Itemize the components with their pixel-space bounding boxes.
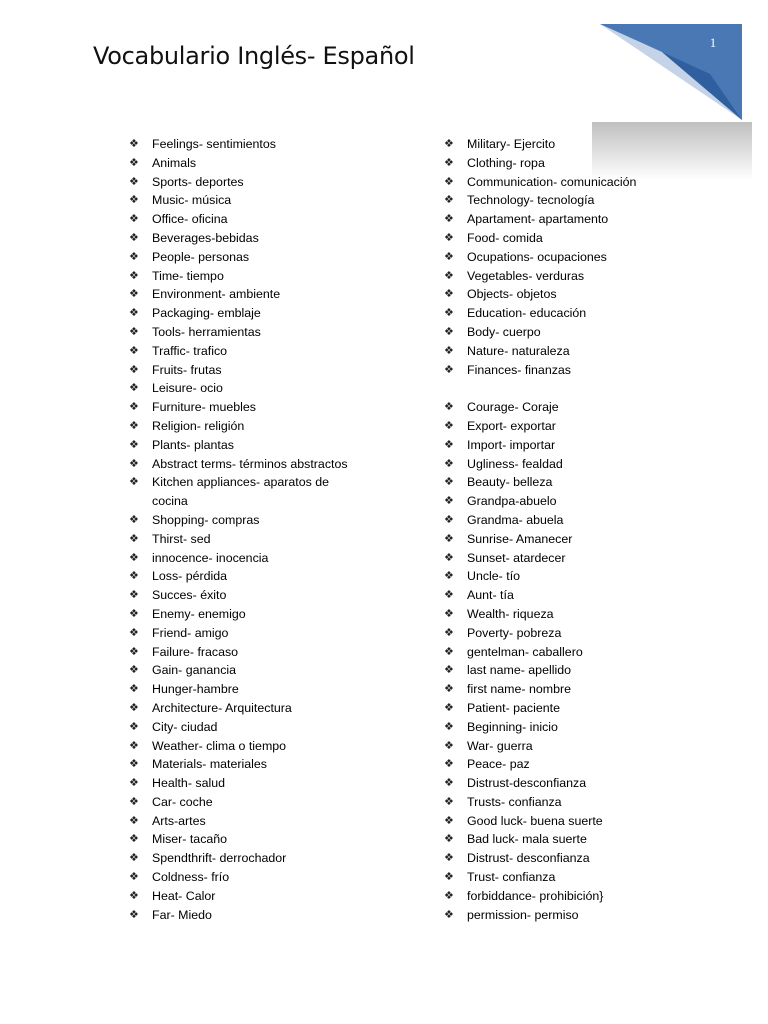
bullet-icon: ❖ [444,512,454,526]
vocab-text: Materials- materiales [152,757,267,772]
vocab-item [444,473,684,492]
vocab-text: Trust- confianza [467,870,556,885]
bullet-icon: ❖ [444,306,454,320]
bullet-icon: ❖ [129,437,139,451]
bullet-icon: ❖ [444,268,454,282]
bullet-icon: ❖ [129,475,139,489]
vocab-text: War- guerra [467,738,533,753]
left-vocabulary-list [129,135,419,924]
bullet-icon: ❖ [444,230,454,244]
vocab-text: Distrust-desconfianza [467,776,587,791]
vocab-item [444,304,684,323]
bullet-icon: ❖ [129,249,139,263]
bullet-icon: ❖ [129,381,139,395]
bullet-icon: ❖ [444,456,454,470]
vocab-item [129,567,419,586]
vocab-item [444,135,684,154]
vocab-item [444,530,684,549]
vocab-item [129,887,419,906]
vocab-text: first name- nombre [467,682,571,697]
vocab-text: Hunger-hambre [152,682,239,697]
bullet-icon: ❖ [444,907,454,921]
bullet-icon: ❖ [129,569,139,583]
bullet-icon: ❖ [444,776,454,790]
vocab-item [129,680,419,699]
vocab-item [129,154,419,173]
bullet-icon: ❖ [129,813,139,827]
vocab-text: Ugliness- fealdad [467,456,563,471]
vocab-text: Technology- tecnología [467,193,595,208]
vocab-text: Spendthrift- derrochador [152,851,287,866]
bullet-icon: ❖ [129,362,139,376]
bullet-icon: ❖ [129,606,139,620]
bullet-icon: ❖ [444,625,454,639]
vocab-text: Vegetables- verduras [467,268,585,283]
vocab-item [129,304,419,323]
vocab-text: Kitchen appliances- aparatos de cocina [152,475,330,509]
bullet-icon: ❖ [444,851,454,865]
vocab-item [444,248,684,267]
bullet-icon: ❖ [129,193,139,207]
bullet-icon: ❖ [444,324,454,338]
vocab-text: Far- Miedo [152,907,212,922]
bullet-icon: ❖ [129,870,139,884]
bullet-icon: ❖ [129,776,139,790]
bullet-icon: ❖ [129,324,139,338]
vocab-item [129,830,419,849]
vocab-item [444,154,684,173]
vocab-text: Leisure- ocio [152,381,223,396]
vocab-item [444,906,684,925]
vocab-item [129,643,419,662]
vocab-text: Nature- naturaleza [467,343,570,358]
bullet-icon: ❖ [129,700,139,714]
vocab-item [444,323,684,342]
vocab-text: Tools- herramientas [152,324,261,339]
vocab-item [129,849,419,868]
vocab-text: Peace- paz [467,757,530,772]
vocab-text: Loss- pérdida [152,569,228,584]
vocab-item [129,812,419,831]
bullet-icon: ❖ [444,644,454,658]
vocab-text: Ocupations- ocupaciones [467,249,607,264]
bullet-icon: ❖ [444,606,454,620]
vocab-text: Architecture- Arquitectura [152,700,292,715]
bullet-icon: ❖ [444,813,454,827]
bullet-icon: ❖ [129,456,139,470]
vocab-text: Sunset- atardecer [467,550,566,565]
vocab-item [444,417,684,436]
bullet-icon: ❖ [444,700,454,714]
vocab-text: Arts-artes [152,813,206,828]
vocab-text: Uncle- tío [467,569,521,584]
vocab-text: Music- música [152,193,232,208]
vocab-text: Weather- clima o tiempo [152,738,287,753]
bullet-icon: ❖ [129,738,139,752]
bullet-icon: ❖ [444,832,454,846]
bullet-icon: ❖ [129,682,139,696]
vocab-text: forbiddance- prohibición} [467,888,604,903]
vocab-item [444,361,684,380]
vocab-item [444,210,684,229]
bullet-icon: ❖ [444,400,454,414]
vocab-item [129,173,419,192]
vocab-text: Import- importar [467,437,556,452]
bullet-icon: ❖ [129,418,139,432]
bullet-icon: ❖ [444,155,454,169]
vocab-text: last name- apellido [467,663,572,678]
bullet-icon: ❖ [129,137,139,150]
vocab-item [444,624,684,643]
vocab-text: Clothing- ropa [467,155,545,170]
vocab-text: Failure- fracaso [152,644,239,659]
bullet-icon: ❖ [444,212,454,226]
vocab-item [444,342,684,361]
vocab-text: Time- tiempo [152,268,224,283]
vocab-item [129,511,419,530]
vocab-text: Sunrise- Amanecer [467,531,573,546]
vocab-item [129,718,419,737]
vocab-text: Heat- Calor [152,888,216,903]
bullet-icon: ❖ [129,832,139,846]
bullet-icon: ❖ [444,682,454,696]
vocab-item [444,661,684,680]
vocab-spacer [444,379,684,398]
vocab-item [129,455,419,474]
vocab-text: Body- cuerpo [467,324,541,339]
vocab-text: Coldness- frío [152,870,230,885]
bullet-icon: ❖ [129,343,139,357]
bullet-icon: ❖ [129,888,139,902]
bullet-icon: ❖ [129,550,139,564]
vocab-item [129,605,419,624]
vocab-item [444,605,684,624]
vocab-item [129,285,419,304]
vocab-item [129,436,419,455]
page-title: Vocabulario Inglés- Español [93,42,415,70]
vocab-item [129,342,419,361]
vocab-item [444,718,684,737]
vocab-text: Packaging- emblaje [152,306,261,321]
vocab-item [129,549,419,568]
vocab-text: Objects- objetos [467,287,557,302]
vocab-text: gentelman- caballero [467,644,583,659]
vocab-item [129,661,419,680]
vocab-item [444,643,684,662]
vocab-item [444,549,684,568]
bullet-icon: ❖ [444,362,454,376]
vocab-text: Courage- Coraje [467,400,559,415]
bullet-icon: ❖ [444,663,454,677]
vocab-text: Bad luck- mala suerte [467,832,587,847]
bullet-icon: ❖ [129,212,139,226]
bullet-icon: ❖ [444,719,454,733]
vocab-item [129,361,419,380]
vocab-text: Car- coche [152,794,213,809]
vocab-text: Plants- plantas [152,437,234,452]
bullet-icon: ❖ [444,569,454,583]
vocab-item [444,755,684,774]
vocab-item [444,849,684,868]
vocab-text: Sports- deportes [152,174,244,189]
vocab-item [129,267,419,286]
bullet-icon: ❖ [444,738,454,752]
vocab-text: Miser- tacaño [152,832,228,847]
vocab-item [129,398,419,417]
bullet-icon: ❖ [129,794,139,808]
bullet-icon: ❖ [129,719,139,733]
vocab-item [444,511,684,530]
bullet-icon: ❖ [444,870,454,884]
vocab-text: Gain- ganancia [152,663,237,678]
bullet-icon: ❖ [444,531,454,545]
bullet-icon: ❖ [129,287,139,301]
vocab-item [129,774,419,793]
vocab-text: Grandpa-abuelo [467,494,557,509]
bullet-icon: ❖ [444,475,454,489]
vocab-text: Beginning- inicio [467,719,558,734]
vocab-text: Patient- paciente [467,700,560,715]
bullet-icon: ❖ [444,249,454,263]
vocab-item [444,830,684,849]
vocab-item [129,229,419,248]
page-number: 1 [709,35,717,50]
vocab-text: Trusts- confianza [467,794,562,809]
vocab-item [129,191,419,210]
vocab-item [444,793,684,812]
vocab-item [444,229,684,248]
bullet-icon: ❖ [129,907,139,921]
vocab-text: Feelings- sentimientos [152,137,276,151]
bullet-icon: ❖ [444,757,454,771]
vocab-item [129,793,419,812]
vocab-text: Education- educación [467,306,587,321]
bullet-icon: ❖ [444,588,454,602]
vocab-text: Succes- éxito [152,588,227,603]
vocab-item [444,887,684,906]
vocab-item [129,417,419,436]
bullet-icon: ❖ [129,663,139,677]
vocab-text: Military- Ejercito [467,137,556,151]
bullet-icon: ❖ [129,625,139,639]
bullet-icon: ❖ [444,888,454,902]
bullet-icon: ❖ [129,268,139,282]
vocab-item [129,530,419,549]
vocab-item [129,906,419,925]
vocab-text: Animals [152,155,197,170]
bullet-icon: ❖ [129,230,139,244]
vocab-text: Thirst- sed [152,531,211,546]
vocab-item [129,135,419,154]
vocab-text: Environment- ambiente [152,287,281,302]
vocab-item [129,699,419,718]
vocab-item [444,455,684,474]
bullet-icon: ❖ [444,193,454,207]
vocab-text: Furniture- muebles [152,400,256,415]
vocab-item [444,868,684,887]
vocab-text: Friend- amigo [152,625,229,640]
vocab-item [129,586,419,605]
vocab-text: innocence- inocencia [152,550,269,565]
bullet-icon: ❖ [129,531,139,545]
vocab-item [444,680,684,699]
vocab-text: Abstract terms- términos abstractos [152,456,348,471]
bullet-icon: ❖ [129,851,139,865]
vocab-item [444,436,684,455]
vocab-text: City- ciudad [152,719,218,734]
bullet-icon: ❖ [444,550,454,564]
vocab-text: Enemy- enemigo [152,606,246,621]
vocab-item [129,755,419,774]
bullet-icon: ❖ [129,174,139,188]
right-vocabulary-list [444,135,684,924]
vocab-item [444,812,684,831]
vocab-item [444,267,684,286]
vocab-text: Aunt- tía [467,588,514,603]
vocab-item [129,248,419,267]
bullet-icon: ❖ [129,757,139,771]
vocab-text: Health- salud [152,776,226,791]
vocab-item [444,398,684,417]
vocab-item [129,868,419,887]
bullet-icon: ❖ [444,494,454,508]
bullet-icon: ❖ [129,644,139,658]
vocab-text: People- personas [152,249,250,264]
vocab-item [129,323,419,342]
vocab-text: Poverty- pobreza [467,625,562,640]
vocab-item [129,624,419,643]
vocab-item [129,473,362,511]
vocab-item [444,285,684,304]
vocab-item [444,191,684,210]
vocab-text: Shopping- compras [152,512,260,527]
vocab-text: Distrust- desconfianza [467,851,590,866]
vocab-item [444,774,684,793]
vocab-item [444,492,684,511]
vocab-item [444,586,684,605]
bullet-icon: ❖ [129,155,139,169]
bullet-icon: ❖ [444,794,454,808]
vocab-text: Finances- finanzas [467,362,571,377]
vocab-text: Religion- religión [152,418,245,433]
vocab-text: Wealth- riqueza [467,606,554,621]
vocab-text: Good luck- buena suerte [467,813,603,828]
vocab-text: Fruits- frutas [152,362,222,377]
vocab-text: Food- comida [467,230,543,245]
vocab-text: Traffic- trafico [152,343,228,358]
vocab-text: Beauty- belleza [467,475,553,490]
vocab-text: permission- permiso [467,907,579,922]
bullet-icon: ❖ [129,588,139,602]
bullet-icon: ❖ [129,306,139,320]
vocab-text: Grandma- abuela [467,512,564,527]
vocab-text: Apartament- apartamento [467,212,609,227]
bullet-icon: ❖ [129,400,139,414]
bullet-icon: ❖ [129,512,139,526]
bullet-icon: ❖ [444,174,454,188]
vocab-item [129,737,419,756]
vocab-item [444,173,684,192]
vocab-text: Beverages-bebidas [152,230,259,245]
vocab-item [129,379,419,398]
vocab-item [444,567,684,586]
vocab-item [129,210,419,229]
bullet-icon: ❖ [444,287,454,301]
bullet-icon: ❖ [444,137,454,150]
vocab-item [444,737,684,756]
bullet-icon: ❖ [444,418,454,432]
bullet-icon: ❖ [444,343,454,357]
vocab-text: Office- oficina [152,212,228,227]
bullet-icon: ❖ [444,437,454,451]
vocab-text: Communication- comunicación [467,174,637,189]
vocab-text: Export- exportar [467,418,556,433]
vocab-item [444,699,684,718]
